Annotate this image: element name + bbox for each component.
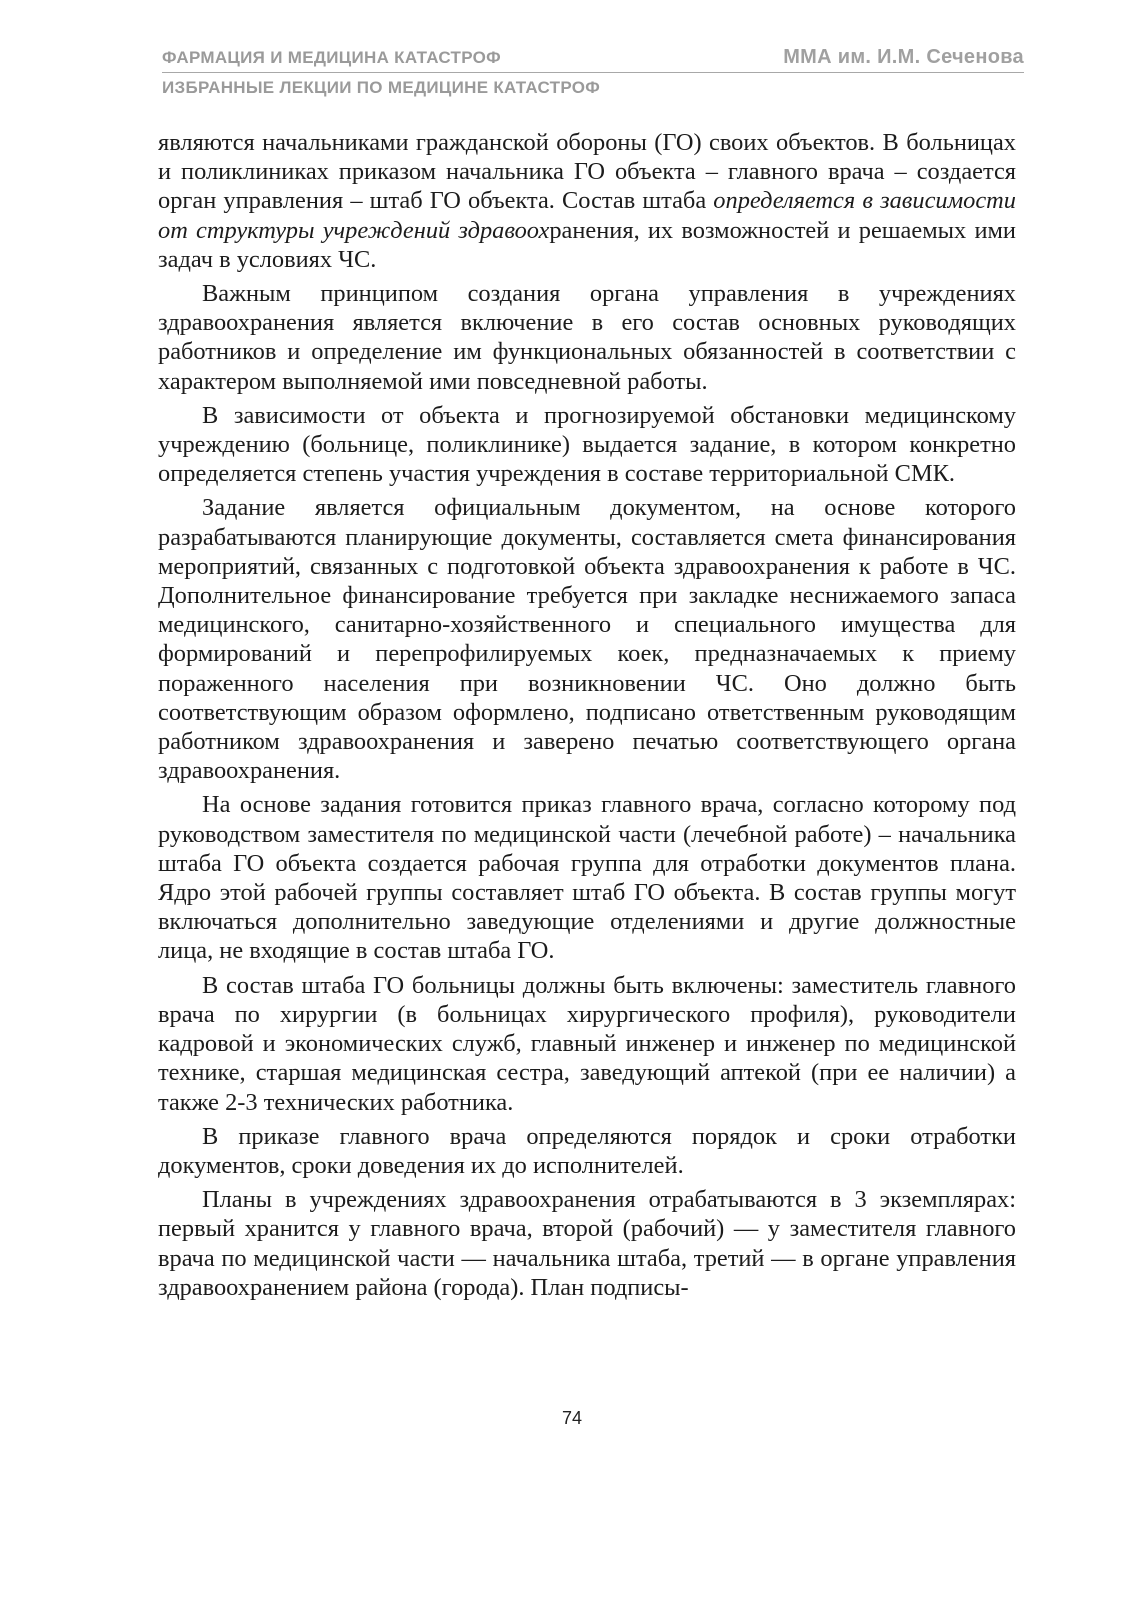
header-title-left: ФАРМАЦИЯ И МЕДИЦИНА КАТАСТРОФ	[162, 48, 501, 67]
paragraph-7: В приказе главного врача определяются порядок и сроки отработки документов, сроки доведения их до исполнителей.	[158, 1122, 1016, 1179]
paragraph-5: На основе задания готовится приказ главного врача, согласно которому под руководством заместителя по медицинской части (лечебной работе) – начальника штаба ГО объекта создается рабочая группа для отработки документов плана. Ядро этой рабочей группы составляет штаб ГО объекта. В состав группы могут включаться дополнительно заведующие отделениями и другие должностные лица, не входящие в состав штаба ГО.	[158, 791, 1016, 965]
paragraph-8: Планы в учреждениях здравоохранения отрабатываются в 3 экземплярах: первый хранится у главного врача, второй (рабочий) — у заместителя главного врача по медицинской части — начальника штаба, третий — в органе управления здравоохранением района (города). План подписы-	[158, 1186, 1016, 1301]
paragraph-6: В состав штаба ГО больницы должны быть включены: заместитель главного врача по хирургии (в больницах хирургического профиля), руководители кадровой и экономических служб, главный инженер и инженер по медицинской технике, старшая медицинская сестра, заведующий аптекой (при ее наличии) а также 2-3 технических работника.	[158, 971, 1016, 1116]
running-header	[162, 46, 1024, 98]
paragraph-1-end: ранения, их возможностей и решаемых ими задач в условиях ЧС.	[158, 216, 1016, 273]
paragraph-4: Задание является официальным документом, на основе которого разрабатываются планирующие документы, составляется смета финансирования мероприятий, связанных с подготовкой объекта здравоохранения к работе в ЧС. Дополнительное финансирование требуется при закладке неснижаемого запаса медицинского, санитарно-хозяйственного и специального имущества для формирований и перепрофилируемых коек, предназначаемых к приему пораженного населения при возникновении ЧС. Оно должно быть соответствующим образом оформлено, подписано ответственным руководящим работником здравоохранения и заверено печатью соответствующего органа здравоохранения.	[158, 494, 1016, 785]
paragraph-1-start: являются начальниками гражданской обороны (ГО) своих объектов. В больницах и поликлиниках приказом начальника ГО объекта – главного врача – создается орган управления – штаб ГО объекта. Состав штаба	[158, 129, 1016, 215]
page-number: 74	[561, 1408, 583, 1428]
header-title-right: ММА им. И.М. Сеченова	[783, 46, 1024, 68]
paragraph-1	[158, 128, 1016, 274]
body-text	[158, 128, 1016, 1307]
paragraph-2: Важным принципом создания органа управления в учреждениях здравоохранения является включение в его состав основных руководящих работников и определение им функциональных обязанностей в соответствии с характером выполняемой ими повседневной работы.	[158, 280, 1016, 395]
paragraph-3: В зависимости от объекта и прогнозируемой обстановки медицинскому учреждению (больнице, поликлинике) выдается задание, в котором конкретно определяется степень участия учреждения в составе территориальной СМК.	[158, 401, 1016, 488]
header-subtitle: ИЗБРАННЫЕ ЛЕКЦИИ ПО МЕДИЦИНЕ КАТАСТРОФ	[162, 78, 601, 97]
header-rule-row	[162, 46, 1024, 73]
paragraph-1-italic: определяется в зависимости от структуры учреждений здравоох	[158, 187, 1016, 244]
